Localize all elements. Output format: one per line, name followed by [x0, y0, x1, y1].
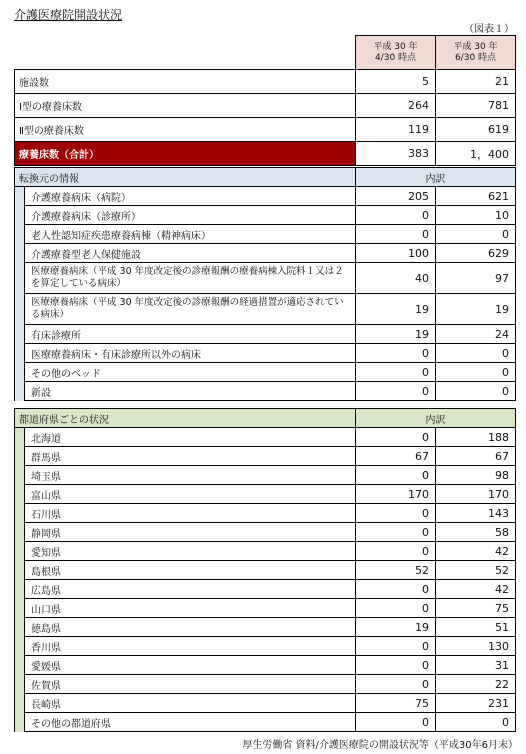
value-left: 0 [356, 637, 436, 656]
value-left: 0 [356, 542, 436, 561]
row-label: 新設 [25, 382, 356, 401]
value-left: 52 [356, 561, 436, 580]
col-header-apr: 平成 30 年 4/30 時点 [356, 36, 436, 70]
value-left: 0 [356, 713, 436, 732]
conversion-row [15, 187, 516, 206]
row-label: 富山県 [25, 485, 356, 504]
prefecture-row [15, 599, 516, 618]
row-label: 施設数 [15, 70, 356, 94]
value-left: 0 [356, 363, 436, 382]
conversion-row [15, 294, 516, 325]
row-label: 埼玉県 [25, 466, 356, 485]
prefecture-row [15, 504, 516, 523]
value-right: 98 [436, 466, 516, 485]
value-right: 0 [436, 225, 516, 244]
row-label: その他の都道府県 [25, 713, 356, 732]
value-right: 170 [436, 485, 516, 504]
value-apr: 119 [356, 118, 436, 142]
value-left: 100 [356, 244, 436, 263]
value-right: 621 [436, 187, 516, 206]
value-left: 170 [356, 485, 436, 504]
conversion-header-row [15, 168, 516, 187]
row-label: 長崎県 [25, 694, 356, 713]
value-right: 19 [436, 294, 516, 325]
row-label: 介護療養病床（病院） [25, 187, 356, 206]
value-left: 0 [356, 225, 436, 244]
conversion-row [15, 225, 516, 244]
col-header-jun: 平成 30 年 6/30 時点 [436, 36, 516, 70]
conversion-row [15, 244, 516, 263]
value-left: 0 [356, 428, 436, 447]
prefecture-row [15, 675, 516, 694]
row-label: 島根県 [25, 561, 356, 580]
value-left: 0 [356, 580, 436, 599]
value-jun: 781 [436, 94, 516, 118]
source-note: 厚生労働省 資料/介護医療院の開設状況等（平成30年6月末） [242, 740, 518, 751]
value-right: 97 [436, 263, 516, 294]
value-right: 143 [436, 504, 516, 523]
value-left: 0 [356, 206, 436, 225]
conversion-row [15, 363, 516, 382]
value-left: 0 [356, 599, 436, 618]
value-left: 205 [356, 187, 436, 206]
prefecture-table [14, 408, 516, 732]
row-label: 香川県 [25, 637, 356, 656]
row-label: 群馬県 [25, 447, 356, 466]
row-label: 老人性認知症疾患療養病棟（精神病床） [25, 225, 356, 244]
page-title: 介護医療院開設状況 [14, 8, 123, 22]
value-right: 130 [436, 637, 516, 656]
section-heading: 都道府県ごとの状況 [15, 409, 356, 428]
summary-row [15, 94, 516, 118]
row-label: 山口県 [25, 599, 356, 618]
prefecture-row [15, 694, 516, 713]
value-right: 10 [436, 206, 516, 225]
value-right: 0 [436, 713, 516, 732]
row-label: 愛知県 [25, 542, 356, 561]
prefecture-row [15, 542, 516, 561]
row-label: 有床診療所 [25, 325, 356, 344]
breakdown-heading: 内訳 [356, 409, 516, 428]
row-label: 医療療養病床（平成 30 年度改定後の診療報酬の経過措置が適応されている病床） [25, 294, 356, 325]
prefecture-row [15, 466, 516, 485]
prefecture-row [15, 656, 516, 675]
value-jun: 1，400 [436, 142, 516, 166]
summary-row [15, 70, 516, 94]
row-label: 静岡県 [25, 523, 356, 542]
row-label: 佐賀県 [25, 675, 356, 694]
row-label: 愛媛県 [25, 656, 356, 675]
figure-number: （図表１） [464, 24, 514, 35]
value-left: 0 [356, 523, 436, 542]
prefecture-row [15, 485, 516, 504]
value-left: 0 [356, 344, 436, 363]
value-right: 0 [436, 344, 516, 363]
value-right: 31 [436, 656, 516, 675]
value-right: 52 [436, 561, 516, 580]
row-label: Ⅰ型の療養床数 [15, 94, 356, 118]
value-left: 19 [356, 325, 436, 344]
value-right: 22 [436, 675, 516, 694]
row-label: 医療療養病床（平成 30 年度改定後の診療報酬の療養病棟入院料１又は２を算定している病床） [25, 263, 356, 294]
value-right: 67 [436, 447, 516, 466]
conversion-row [15, 325, 516, 344]
prefecture-row [15, 618, 516, 637]
value-left: 0 [356, 466, 436, 485]
value-right: 231 [436, 694, 516, 713]
summary-table [14, 35, 516, 166]
value-right: 51 [436, 618, 516, 637]
value-right: 188 [436, 428, 516, 447]
row-label: 北海道 [25, 428, 356, 447]
value-right: 42 [436, 580, 516, 599]
value-right: 0 [436, 382, 516, 401]
conversion-row [15, 344, 516, 363]
value-left: 0 [356, 656, 436, 675]
value-left: 0 [356, 382, 436, 401]
value-left: 67 [356, 447, 436, 466]
value-right: 75 [436, 599, 516, 618]
row-label: 介護療養病床（診療所） [25, 206, 356, 225]
prefecture-header-row [15, 409, 516, 428]
row-label: 徳島県 [25, 618, 356, 637]
conversion-row [15, 206, 516, 225]
prefecture-row [15, 447, 516, 466]
row-label: 医療療養病床・有床診療所以外の病床 [25, 344, 356, 363]
value-right: 629 [436, 244, 516, 263]
value-left: 0 [356, 504, 436, 523]
value-right: 0 [436, 363, 516, 382]
value-jun: 619 [436, 118, 516, 142]
prefecture-row [15, 713, 516, 732]
breakdown-heading: 内訳 [356, 168, 516, 187]
value-right: 58 [436, 523, 516, 542]
value-apr: 383 [356, 142, 436, 166]
value-right: 24 [436, 325, 516, 344]
value-left: 19 [356, 618, 436, 637]
row-label: その他のベッド [25, 363, 356, 382]
value-apr: 5 [356, 70, 436, 94]
value-left: 75 [356, 694, 436, 713]
summary-row [15, 118, 516, 142]
section-heading: 転換元の情報 [15, 168, 356, 187]
conversion-row [15, 382, 516, 401]
row-label: 石川県 [25, 504, 356, 523]
value-left: 19 [356, 294, 436, 325]
row-label: Ⅱ型の療養床数 [15, 118, 356, 142]
value-left: 0 [356, 675, 436, 694]
value-left: 40 [356, 263, 436, 294]
prefecture-row [15, 637, 516, 656]
value-right: 42 [436, 542, 516, 561]
value-apr: 264 [356, 94, 436, 118]
prefecture-row [15, 428, 516, 447]
conversion-table [14, 167, 516, 401]
row-label: 介護療養型老人保健施設 [25, 244, 356, 263]
prefecture-row [15, 561, 516, 580]
summary-total-row [15, 142, 516, 166]
row-label: 広島県 [25, 580, 356, 599]
prefecture-row [15, 523, 516, 542]
total-label: 療養床数（合計） [15, 142, 356, 166]
prefecture-row [15, 580, 516, 599]
value-jun: 21 [436, 70, 516, 94]
conversion-row [15, 263, 516, 294]
